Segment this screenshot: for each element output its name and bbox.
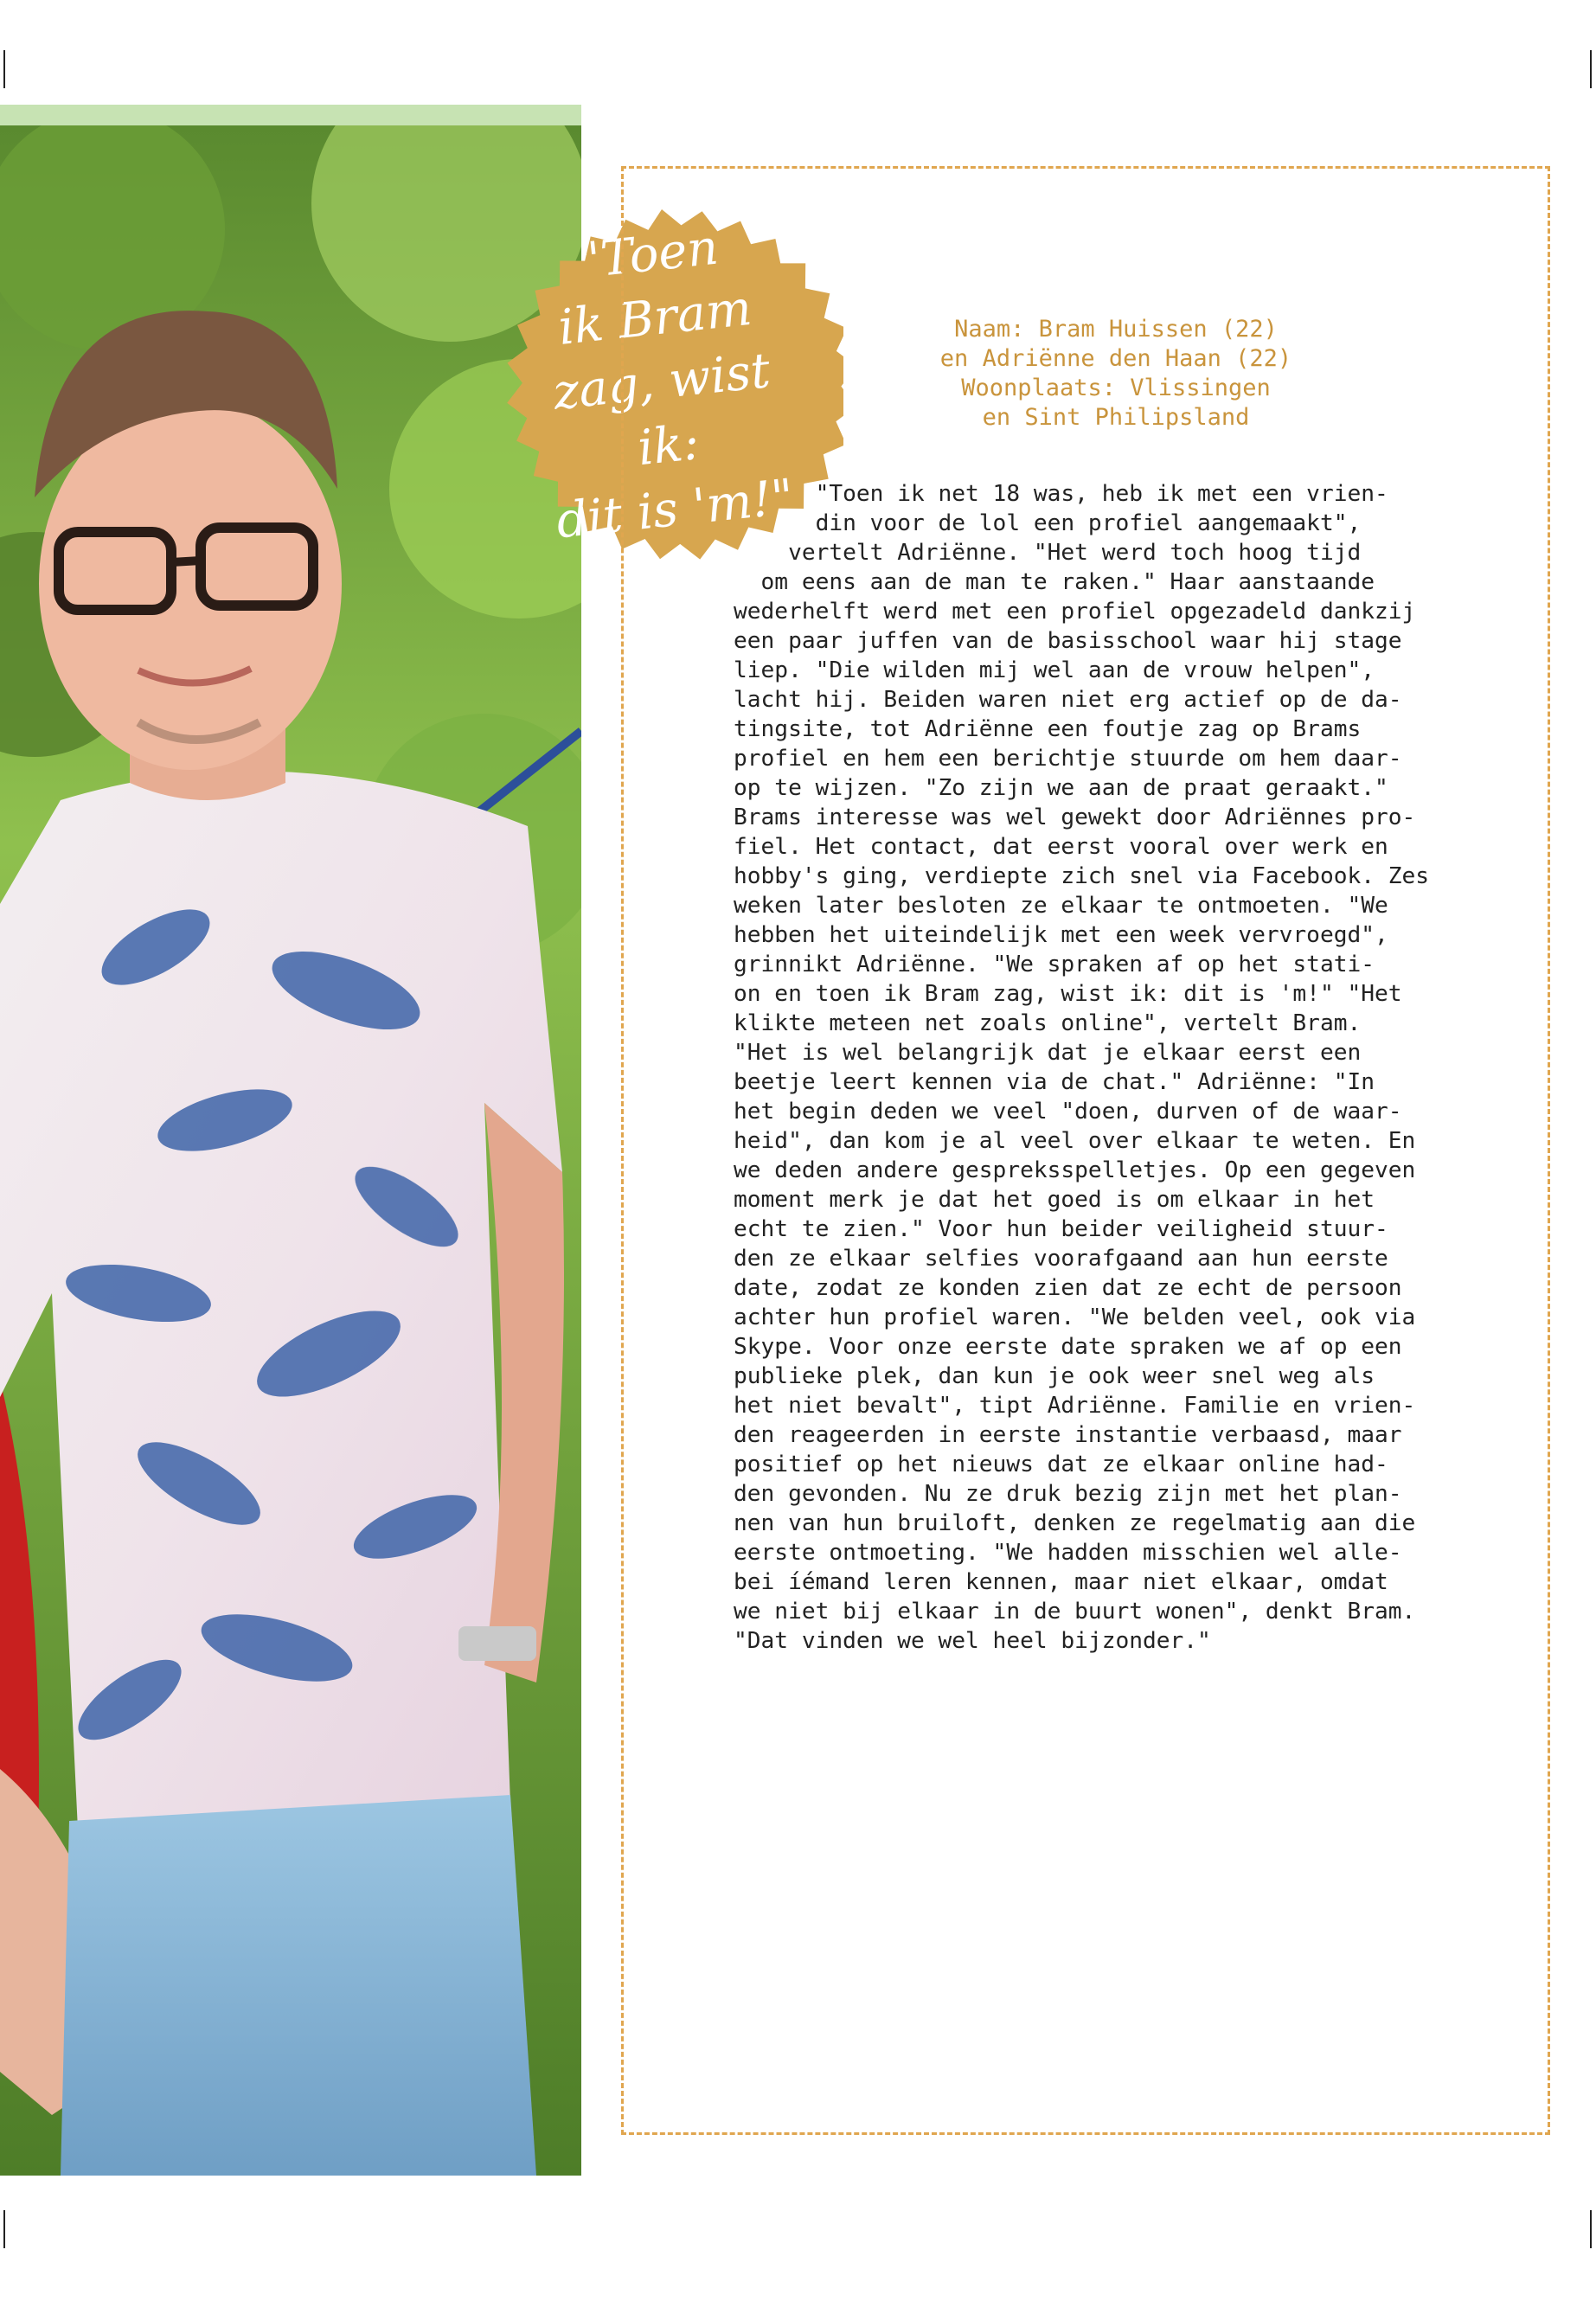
article-line: grinnikt Adriënne. "We spraken af op het stati- (734, 952, 1375, 977)
crop-mark-bottom-right (1590, 2210, 1592, 2248)
article-line: het begin deden we veel "doen, durven of de waar- (734, 1099, 1402, 1125)
article-line: den ze elkaar selfies voorafgaand aan hun eerste (734, 1246, 1388, 1272)
article-line: publieke plek, dan kun je ook weer snel weg als (734, 1363, 1375, 1389)
article-line: tingsite, tot Adriënne een foutje zag op Brams (734, 716, 1362, 742)
article-line: Skype. Voor onze eerste date spraken we af op een (734, 1334, 1402, 1360)
article-line: beetje leert kennen via de chat." Adriënne: "In (734, 1069, 1375, 1095)
article-line: on en toen ik Bram zag, wist ik: dit is 'm!" "Het (734, 981, 1402, 1007)
crop-mark-top-right (1590, 50, 1592, 88)
article-line: weken later besloten ze elkaar te ontmoeten. "We (734, 893, 1388, 919)
article-line: we deden andere gespreksspelletjes. Op een gegeven (734, 1157, 1416, 1183)
info-line: Woonplaats: Vlissingen (961, 375, 1271, 401)
article-line: hobby's ging, verdiepte zich snel via Facebook. Zes (734, 863, 1430, 889)
article-line: heid", dan kom je al veel over elkaar te weten. En (734, 1128, 1416, 1154)
article-line: bei íémand leren kennen, maar niet elkaar, omdat (734, 1569, 1388, 1595)
article-line: klikte meteen net zoals online", vertelt Bram. (734, 1010, 1362, 1036)
crop-mark-bottom-left (3, 2210, 5, 2248)
article-line: Brams interesse was wel gewekt door Adriënnes pro- (734, 804, 1416, 830)
article-line: moment merk je dat het goed is om elkaar in het (734, 1187, 1375, 1213)
article-line: echt te zien." Voor hun beider veiligheid stuur- (734, 1216, 1388, 1242)
article-line: profiel en hem een berichtje stuurde om hem daar- (734, 746, 1402, 772)
article-line: lacht hij. Beiden waren niet erg actief op de da- (734, 687, 1402, 713)
article-line: den reageerden in eerste instantie verbaasd, maar (734, 1422, 1402, 1448)
info-line: Naam: Bram Huissen (22) (954, 316, 1278, 343)
article-line: op te wijzen. "Zo zijn we aan de praat geraakt." (734, 775, 1388, 801)
info-line: en Adriënne den Haan (22) (939, 345, 1292, 372)
article-line: din voor de lol een profiel aangemaakt", (734, 510, 1362, 536)
green-accent-bar (0, 105, 581, 125)
article-line: het niet bevalt", tipt Adriënne. Familie en vrien- (734, 1393, 1416, 1419)
article-line: vertelt Adriënne. "Het werd toch hoog tijd (734, 540, 1362, 566)
article-line: fiel. Het contact, dat eerst vooral over werk en (734, 834, 1388, 860)
article-line: hebben het uiteindelijk met een week vervroegd", (734, 922, 1388, 948)
article-line: "Dat vinden we wel heel bijzonder." (734, 1628, 1211, 1654)
crop-mark-top-left (3, 50, 5, 88)
article-line: eerste ontmoeting. "We hadden misschien wel alle- (734, 1540, 1402, 1566)
article-line: we niet bij elkaar in de buurt wonen", denkt Bram. (734, 1599, 1416, 1625)
article-line: wederhelft werd met een profiel opgezadeld dankzij (734, 599, 1416, 625)
article-line: achter hun profiel waren. "We belden veel, ook via (734, 1304, 1416, 1330)
article-line: nen van hun bruiloft, denken ze regelmatig aan die (734, 1510, 1416, 1536)
profile-info (891, 315, 1341, 433)
pull-quote: "Toen ik Bram zag, wist ik: dit is 'm!" (550, 219, 797, 550)
article-line: date, zodat ze konden zien dat ze echt de persoon (734, 1275, 1402, 1301)
article-line: positief op het nieuws dat ze elkaar online had- (734, 1452, 1388, 1477)
article-line: om eens aan de man te raken." Haar aanstaande (734, 569, 1375, 595)
article-line: "Het is wel belangrijk dat je elkaar eerst een (734, 1040, 1362, 1066)
article-line: een paar juffen van de basisschool waar hij stage (734, 628, 1402, 654)
article-body (734, 479, 1443, 1656)
article-line: den gevonden. Nu ze druk bezig zijn met het plan- (734, 1481, 1402, 1507)
article-line: "Toen ik net 18 was, heb ik met een vrien- (734, 481, 1388, 507)
info-line: en Sint Philipsland (982, 404, 1250, 431)
article-line: liep. "Die wilden mij wel aan de vrouw helpen", (734, 657, 1375, 683)
